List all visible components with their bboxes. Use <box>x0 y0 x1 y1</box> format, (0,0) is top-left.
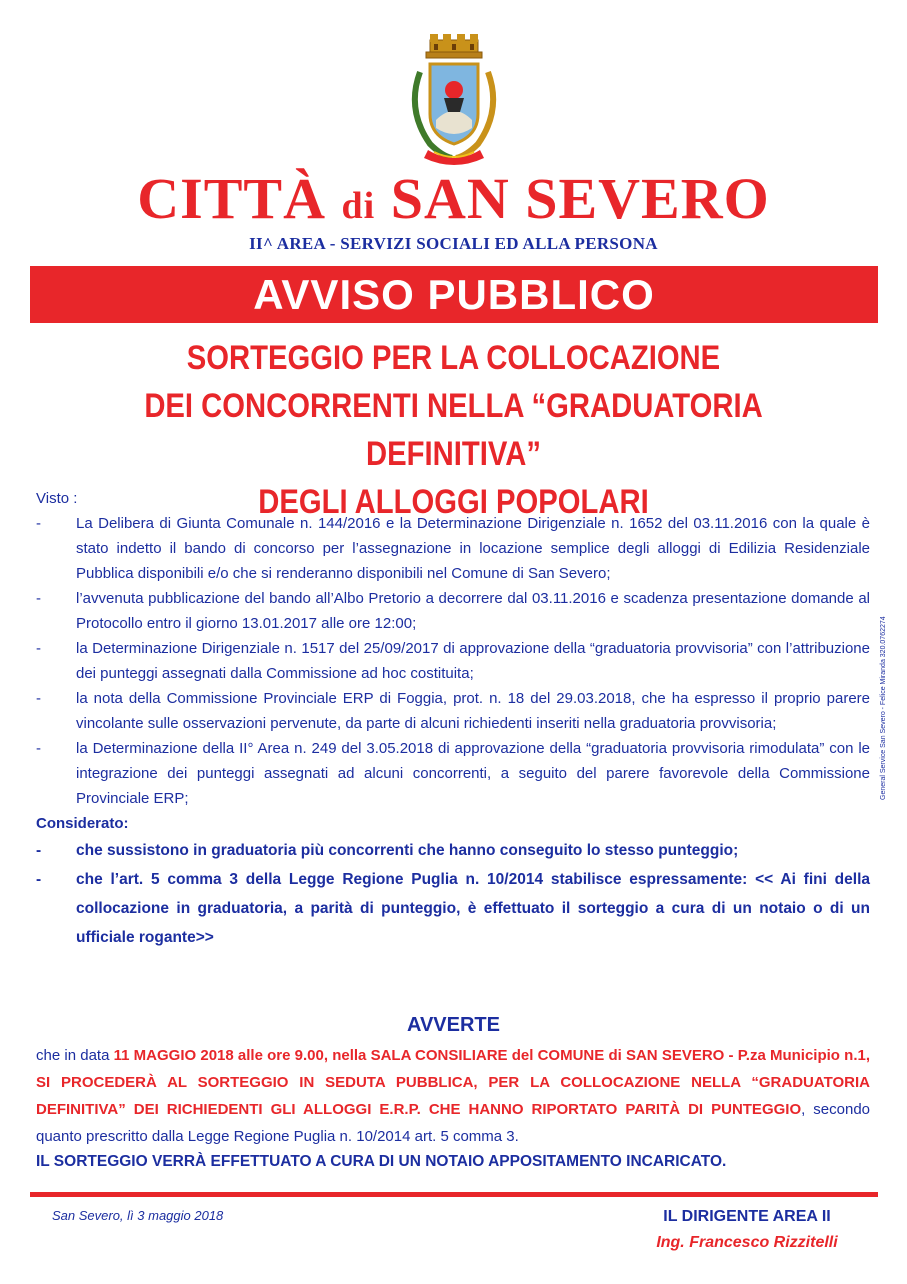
title-line-3: DEGLI ALLOGGI POPOLARI <box>258 483 649 521</box>
place-date: San Severo, lì 3 maggio 2018 <box>52 1208 224 1223</box>
visto-item-text: la Determinazione Dirigenziale n. 1517 del 25/09/2017 di approvazione della “graduatoria provvisoria” con l’attribuzione dei punteggi assegnati dalla Commissione ad hoc costituita; <box>76 640 870 682</box>
printer-credit <box>880 616 896 800</box>
visto-item-text: la Determinazione della II° Area n. 249 del 3.05.2018 di approvazione della “graduatoria provvisoria rimodulata” con le integrazione dei punteggi assegnati ad alcuni concorrenti, a seguito del parere favorevole della Commissione Provinciale ERP; <box>76 740 870 807</box>
avverte-heading: AVVERTE <box>407 1014 500 1036</box>
city-title-name: SAN SEVERO <box>390 166 770 231</box>
visto-item <box>36 736 870 811</box>
bullet-dash: - <box>36 590 41 607</box>
city-title-di: di <box>341 185 376 227</box>
considerato-item-text: che sussistono in graduatoria più concorrenti che hanno conseguito lo stesso punteggio; <box>76 842 739 859</box>
considerato-label: Considerato: <box>36 815 129 832</box>
considerato-item <box>36 865 870 952</box>
visto-label: Visto : <box>36 490 78 507</box>
notice-body <box>36 486 870 952</box>
avverte-highlight: 11 MAGGIO 2018 alle ore 9.00, nella SALA CONSILIARE del COMUNE di SAN SEVERO - P.za Municipio n.1, SI PROCEDERÀ AL SORTEGGIO IN SEDUTA PUBBLICA, PER LA COLLOCAZIONE NELLA “GRADUATORIA DEFINITIVA” DEI RICHIEDENTI GLI ALLOGGI E.R.P. CHE HANNO RIPORTATO PARITÀ DI PUNTEGGIO <box>36 1047 870 1118</box>
considerato-item <box>36 836 870 865</box>
city-title <box>0 164 907 241</box>
visto-item-text: l’avvenuta pubblicazione del bando all’Albo Pretorio a decorrere dal 03.11.2016 e scadenza presentazione domande al Protocollo entro il giorno 13.01.2017 alle ore 12:00; <box>76 590 870 632</box>
avverte-intro: che in data <box>36 1047 114 1064</box>
bullet-dash: - <box>36 842 42 859</box>
visto-item-text: La Delibera di Giunta Comunale n. 144/2016 e la Determinazione Dirigenziale n. 1652 del 03.11.2016 con la quale è stato indetto il bando di concorso per l’assegnazione in locazione semplice degli alloggi di Edilizia Residenziale Pubblica disponibili e/o che si renderanno disponibili nel Comune di San Severo; <box>76 515 870 582</box>
coat-of-arms-logo <box>400 32 508 170</box>
title-line-1: SORTEGGIO PER LA COLLOCAZIONE <box>186 339 721 377</box>
footer-divider <box>30 1192 878 1197</box>
notice-banner: AVVISO PUBBLICO <box>30 266 878 323</box>
signatory-role: IL DIRIGENTE AREA II <box>663 1208 831 1225</box>
bullet-dash: - <box>36 515 41 532</box>
bullet-dash: - <box>36 640 41 657</box>
final-statement: IL SORTEGGIO VERRÀ EFFETTUATO A CURA DI UN NOTAIO APPOSITAMENTO INCARICATO. <box>36 1153 727 1170</box>
city-title-main: CITTÀ <box>137 166 326 231</box>
title-line-2: DEI CONCORRENTI NELLA “GRADUATORIA DEFINITIVA” <box>144 387 763 473</box>
visto-item-text: la nota della Commissione Provinciale ERP di Foggia, prot. n. 18 del 29.03.2018, che ha espresso il proprio parere vincolante sulle osservazioni pervenute, da parte di alcuni richiedenti inseriti nella graduatoria provvisoria; <box>76 690 870 732</box>
signatory-name: Ing. Francesco Rizzitelli <box>656 1234 838 1251</box>
bullet-dash: - <box>36 740 41 757</box>
visto-item <box>36 636 870 686</box>
visto-item <box>36 511 870 586</box>
avverte-outro: , secondo quanto prescritto dalla Legge Regione Puglia n. 10/2014 art. 5 comma 3. <box>36 1101 871 1145</box>
bullet-dash: - <box>36 690 41 707</box>
bullet-dash: - <box>36 871 42 888</box>
considerato-item-text: che l’art. 5 comma 3 della Legge Regione Puglia n. 10/2014 stabilisce espressamente: << Ai fini della collocazione in graduatoria, a parità di punteggio, è effettuato il sorteggio a cura di un notaio o di un ufficiale rogante>> <box>76 871 870 946</box>
avverte-text <box>36 1042 870 1150</box>
visto-item <box>36 586 870 636</box>
department-subtitle: II^ AREA - SERVIZI SOCIALI ED ALLA PERSONA <box>249 234 658 253</box>
printer-credit-text: General Service San Severo - Felice Miranda 320.0762274 <box>880 616 887 800</box>
visto-item <box>36 686 870 736</box>
